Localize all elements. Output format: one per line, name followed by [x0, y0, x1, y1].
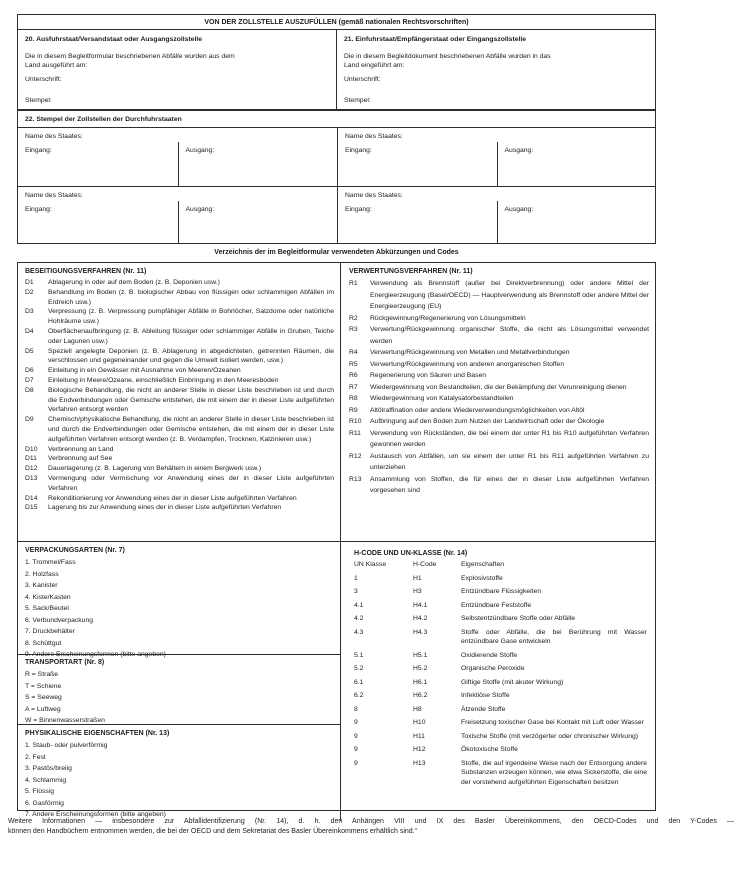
codes-left-column: [18, 263, 341, 821]
transit-state-block-top-left: [18, 128, 337, 186]
property-value: Giftige Stoffe (mit akuter Wirkung): [461, 678, 564, 686]
list-item: 3. Pastös/breiig: [25, 765, 72, 772]
code-label: D10: [25, 445, 38, 453]
code-description: Austausch von Abfällen, um sie einem der unter R1 bis R11 aufgeführten Verfahren zu unterziehen: [370, 452, 649, 471]
list-item: 5. Sack/Beutel: [25, 605, 69, 612]
list-item: [25, 445, 334, 455]
table-row: [354, 718, 650, 728]
code-description: Einleitung in ein Gewässer mit Ausnahme von Meeren/Ozeanen: [48, 367, 241, 375]
list-item: T = Schiene: [25, 682, 62, 690]
list-item: [25, 454, 334, 464]
code-label: R11: [349, 429, 361, 437]
entry-exit-row: [338, 142, 655, 186]
code-description: Wiedergewinnung von Bestandteilen, die der Bekämpfung der Verunreinigung dienen: [370, 383, 627, 391]
code-label: D15: [25, 504, 38, 512]
property-value: Infektiöse Stoffe: [461, 692, 510, 699]
h-code-value: H5.2: [413, 665, 428, 672]
list-item: [349, 313, 649, 325]
exit-label: Ausgang:: [178, 142, 338, 186]
box20-title: 20. Ausfuhrstaat/Versandstaat oder Ausgangszollstelle: [25, 36, 203, 43]
box21-body-line1: Die in diesem Begleitdokument beschriebenen Abfälle wurden in das: [344, 53, 551, 60]
list-item: 1. Trommel/Fass: [25, 559, 76, 566]
disposal-title: BESEITIGUNGSVERFAHREN (Nr. 11): [25, 268, 147, 275]
un-class-value: 9: [354, 732, 358, 740]
recovery-list: [349, 278, 649, 497]
table-row: [354, 574, 650, 584]
box20-body-line2: Land ausgeführt am:: [25, 62, 88, 69]
list-item: [25, 307, 334, 327]
entry-label: Eingang:: [345, 147, 372, 154]
code-description: Rückgewinnung/Regenerierung von Lösungsmitteln: [370, 314, 526, 322]
code-label: D8: [25, 386, 34, 394]
property-value: Explosivstoffe: [461, 574, 503, 582]
un-class-value: 1: [354, 574, 358, 582]
box22-transit-stamps: [17, 110, 656, 244]
list-item: 4. Schlammig: [25, 776, 67, 784]
table-row: [354, 614, 650, 624]
box20-body-line1: Die in diesem Begleitformular beschriebenen Abfälle wurden aus dem: [25, 53, 235, 60]
table-row: [354, 628, 650, 647]
box21-stamp-label: Stempel:: [344, 97, 371, 104]
code-label: R9: [349, 406, 358, 414]
un-class-value: 6.2: [354, 692, 364, 699]
list-item: [25, 347, 334, 367]
code-label: D13: [25, 474, 38, 482]
list-item: 2. Holzfass: [25, 570, 59, 578]
box22-title: 22. Stempel der Zollstellen der Durchfuhrstaaten: [18, 111, 655, 128]
h-code-value: H4.1: [413, 601, 428, 609]
list-item: [349, 474, 649, 497]
code-label: R7: [349, 383, 358, 391]
h-code-value: H1: [413, 574, 422, 582]
exit-label: Ausgang:: [178, 201, 338, 244]
code-description: Chemisch/physikalische Behandlung, die nicht an anderer Stelle in dieser Liste beschrieben ist und durch die Endverbindungen oder Gemische entstehen, die mit einem der in dieser Liste aufgeführten Verfahren entsorgt werden (z. B. Verdampfen, Trocknen, Kalzinieren usw.): [48, 416, 334, 443]
entry-exit-row: [338, 201, 655, 244]
footnote-line2: können den Handbüchern entnommen werden, die bei der OECD und dem Sekretariat des Basler Übereinkommens erhältlich sind.“: [8, 827, 417, 835]
packaging-list: [25, 557, 334, 661]
physical-properties-title: PHYSIKALISCHE EIGENSCHAFTEN (Nr. 13): [25, 730, 170, 737]
code-description: Verbrennung auf See: [48, 455, 113, 463]
state-name-label: Name des Staates:: [345, 191, 403, 199]
list-item: 7. Druckbehälter: [25, 628, 75, 635]
list-item: [349, 428, 649, 451]
list-item: [25, 366, 334, 376]
un-class-value: 8: [354, 705, 358, 713]
table-row: [354, 732, 650, 742]
list-item: [349, 370, 649, 382]
code-label: D3: [25, 308, 34, 316]
code-label: D12: [25, 465, 38, 473]
code-description: Einleitung in Meere/Ozeane, einschließlich Einbringung in den Meeresboden: [48, 376, 279, 384]
un-class-value: 4.2: [354, 615, 364, 622]
hcode-title: H-CODE UND UN-KLASSE (Nr. 14): [354, 550, 468, 557]
list-item: 5. Flüssig: [25, 788, 55, 795]
un-class-value: 4.1: [354, 601, 364, 609]
packaging-title: VERPACKUNGSARTEN (Nr. 7): [25, 547, 125, 554]
column-eigenschaften: Eigenschaften: [461, 561, 505, 568]
code-label: D2: [25, 288, 34, 296]
box21-title: 21. Einfuhrstaat/Empfängerstaat oder Eingangszollstelle: [344, 36, 527, 43]
h-code-value: H5.1: [413, 651, 428, 659]
codes-box: [17, 262, 656, 818]
list-item: [349, 347, 649, 359]
un-class-value: 4.3: [354, 628, 364, 636]
section-header: VON DER ZOLLSTELLE AUSZUFÜLLEN (gemäß nationalen Rechtsvorschriften): [18, 15, 655, 30]
code-description: Regenerierung von Säuren und Basen: [370, 372, 487, 379]
un-class-value: 6.1: [354, 678, 364, 686]
transit-state-block-bottom-right: [337, 186, 655, 244]
list-item: [349, 359, 649, 371]
code-label: D5: [25, 347, 34, 355]
code-label: D14: [25, 494, 38, 502]
abbreviations-heading: Verzeichnis der im Begleitformular verwendeten Abkürzungen und Codes: [214, 249, 459, 256]
code-label: R6: [349, 372, 358, 379]
code-description: Verbrennung an Land: [48, 445, 114, 453]
code-description: Verpressung (z. B. Verpressung pumpfähiger Abfälle in Bohrlöcher, Salzdome oder natürliche Hohlräume usw.): [48, 308, 334, 326]
disposal-section: [18, 263, 340, 541]
code-description: Aufbringung auf den Boden zum Nutzen der Landwirtschaft oder der Ökologie: [370, 418, 605, 425]
table-row: [354, 691, 650, 701]
codes-right-column: [341, 263, 655, 821]
transit-state-grid: [18, 128, 655, 243]
code-label: R12: [349, 452, 362, 460]
code-label: D7: [25, 376, 34, 384]
table-row: [354, 745, 650, 755]
list-item: 4. Kiste/Kasten: [25, 593, 71, 601]
state-name-label: Name des Staates:: [25, 191, 83, 199]
code-description: Behandlung im Boden (z. B. biologischer Abbau von flüssigen oder schlammigen Abfällen im Erdreich usw.): [48, 288, 334, 306]
h-code-value: H6.1: [413, 678, 428, 686]
h-code-value: H3: [413, 588, 422, 595]
list-item: [349, 278, 649, 313]
list-item: 8. Schüttgut: [25, 639, 62, 647]
list-item: A = Luftweg: [25, 705, 61, 713]
list-item: 2. Fest: [25, 753, 46, 761]
list-item: [25, 327, 334, 347]
code-label: R5: [349, 360, 358, 368]
list-item: 6. Gasförmig: [25, 799, 64, 807]
packaging-section: [18, 541, 340, 658]
table-row: [354, 664, 650, 674]
list-item: [25, 278, 334, 288]
box20-signature-label: Unterschrift:: [25, 76, 62, 83]
list-item: [349, 393, 649, 405]
entry-exit-row: [18, 142, 337, 186]
property-value: Ätzende Stoffe: [461, 705, 506, 713]
code-description: Dauerlagerung (z. B. Lagerung von Behältern in einem Bergwerk usw.): [48, 465, 262, 473]
entry-label: Eingang:: [25, 147, 52, 154]
table-row: [354, 587, 650, 597]
code-label: R10: [349, 418, 362, 425]
list-item: [25, 494, 334, 504]
code-description: Vermengung oder Vermischung vor Anwendung eines der in dieser Liste aufgeführten Verfahren: [48, 474, 334, 492]
list-item: [25, 464, 334, 474]
code-description: Verwertung/Rückgewinnung von Metallen und Metallverbindungen: [370, 349, 570, 356]
box21-body-line2: Land eingeführt am:: [344, 62, 405, 69]
list-item: [25, 376, 334, 386]
entry-label: Eingang:: [25, 205, 52, 213]
code-description: Ansammlung von Stoffen, die für eines der in dieser Liste aufgeführten Verfahren vorgesehen sind: [370, 475, 649, 494]
physical-properties-section: [18, 724, 340, 821]
code-label: R4: [349, 349, 358, 356]
code-label: R1: [349, 280, 358, 287]
hcode-table-header: [354, 560, 650, 570]
property-value: Stoffe, die auf irgendeine Weise nach der Entsorgung andere Substanzen erzeugen können, wie etwa Sickerstoffe, die eine der vorstehend aufgeführten Eigenschaften besitzen: [461, 759, 647, 786]
code-description: Rekonditionierung vor Anwendung eines der in dieser Liste aufgeführten Verfahren: [48, 494, 297, 502]
property-value: Selbstentzündbare Stoffe oder Abfälle: [461, 615, 575, 622]
box20-export-state: [18, 30, 337, 109]
property-value: Entzündbare Feststoffe: [461, 601, 532, 609]
box20-stamp-label: Stempel:: [25, 97, 52, 104]
list-item: 7. Andere Erscheinungsformen (bitte angeben): [25, 811, 166, 818]
recovery-title: VERWERTUNGSVERFAHREN (Nr. 11): [349, 268, 473, 275]
h-code-value: H4.2: [413, 615, 428, 622]
h-code-value: H11: [413, 732, 425, 740]
list-item: 3. Kanister: [25, 582, 58, 589]
column-un-klasse: UN Klasse: [354, 561, 387, 568]
table-row: [354, 651, 650, 661]
transport-section: [18, 654, 340, 724]
code-label: D9: [25, 416, 34, 424]
list-item: [349, 451, 649, 474]
code-label: R13: [349, 475, 362, 483]
list-item: [25, 474, 334, 494]
list-item: [349, 416, 649, 428]
entry-label: Eingang:: [345, 205, 372, 213]
un-class-value: 9: [354, 719, 358, 726]
code-label: D1: [25, 279, 34, 286]
code-label: R2: [349, 314, 358, 322]
un-class-value: 5.2: [354, 665, 364, 672]
code-label: D6: [25, 367, 34, 375]
h-code-value: H8: [413, 705, 422, 713]
property-value: Stoffe oder Abfälle, die bei Berührung mit Wasser entzündbare Gase entwickeln: [461, 628, 647, 645]
code-description: Speziell angelegte Deponien (z. B. Ablagerung in abgedichteten, getrennten Räumen, die verschlossen und gegeneinander und gegen die Umwelt isoliert werden, usw.): [48, 347, 334, 365]
code-label: D4: [25, 327, 34, 335]
property-value: Freisetzung toxischer Gase bei Kontakt mit Luft oder Wasser: [461, 719, 644, 726]
table-row: [354, 705, 650, 715]
code-description: Oberflächenaufbringung (z. B. Ableitung flüssiger oder schlammiger Abfälle in Gruben, Teiche oder Lagunen usw.): [48, 327, 334, 345]
code-description: Wiedergewinnung von Katalysatorbestandteilen: [370, 395, 514, 402]
property-value: Entzündbare Flüssigkeiten: [461, 588, 542, 595]
code-description: Verwendung als Brennstoff (außer bei Direktverbrennung) oder andere Mittel der Energieerzeugung (Basel/OECD) — Hauptverwendung als Brennstoff oder andere Mittel der Energieerzeugung (EU): [370, 280, 649, 310]
code-description: Verwertung/Rückgewinnung von anderen anorganischen Stoffen: [370, 360, 565, 368]
h-code-value: H6.2: [413, 692, 428, 699]
box21-import-state: [337, 30, 655, 109]
property-value: Oxidierende Stoffe: [461, 651, 518, 659]
hcode-section: [341, 541, 655, 821]
list-item: S = Seeweg: [25, 694, 62, 701]
code-label: D11: [25, 455, 37, 463]
table-row: [354, 759, 650, 788]
exit-label: Ausgang:: [497, 201, 656, 244]
hcode-rows: [354, 574, 650, 788]
list-item: 6. Verbundverpackung: [25, 616, 94, 624]
list-item: [349, 324, 649, 347]
code-description: Verwertung/Rückgewinnung organischer Stoffe, die nicht als Lösungsmittel verwendet werden: [370, 326, 649, 345]
state-name-label: Name des Staates:: [345, 133, 403, 140]
list-item: W = Binnenwasserstraßen: [25, 717, 105, 724]
code-description: Altölraffination oder andere Wiederverwendungsmöglichkeiten von Altöl: [370, 406, 585, 414]
footnote-line1: Weitere Informationen — insbesondere zur Abfallidentifizierung (Nr. 14), d. h. den Anhängen VIII und IX des Basler Übereinkommens, den OECD-Codes und den Y-Codes —: [8, 818, 734, 825]
h-code-value: H12: [413, 746, 426, 753]
customs-boxes-row: [18, 30, 655, 109]
disposal-list: [25, 278, 334, 513]
un-class-value: 3: [354, 588, 358, 595]
un-class-value: 9: [354, 759, 358, 767]
code-description: Ablagerung in oder auf dem Boden (z. B. Deponien usw.): [48, 279, 220, 286]
code-label: R8: [349, 395, 358, 402]
code-description: Verwendung von Rückständen, die bei einem der unter R1 bis R10 aufgeführten Verfahren gewonnen werden: [370, 429, 649, 448]
h-code-value: H4.3: [413, 628, 428, 636]
h-code-value: H13: [413, 759, 426, 767]
code-description: Lagerung bis zur Anwendung eines der in dieser Liste aufgeführten Verfahren: [48, 504, 282, 512]
property-value: Toxische Stoffe (mit verzögerter oder chronischer Wirkung): [461, 732, 639, 740]
state-name-label: Name des Staates:: [25, 133, 83, 140]
list-item: R = Straße: [25, 671, 59, 678]
list-item: [349, 382, 649, 394]
exit-label: Ausgang:: [497, 142, 656, 186]
list-item: 1. Staub- oder pulverförmig: [25, 742, 108, 749]
code-label: R3: [349, 326, 358, 333]
transport-list: [25, 669, 334, 727]
table-row: [354, 678, 650, 688]
list-item: [25, 503, 334, 513]
list-item: [349, 405, 649, 417]
un-class-value: 9: [354, 746, 358, 753]
hcode-table: [354, 560, 650, 787]
transport-title: TRANSPORTART (Nr. 8): [25, 659, 105, 666]
customs-office-section: [17, 14, 656, 110]
list-item: 9. Andere Erscheinungsformen (bitte angeben): [25, 651, 166, 658]
box21-signature-label: Unterschrift:: [344, 76, 381, 83]
table-row: [354, 601, 650, 611]
recovery-section: [341, 263, 655, 541]
un-class-value: 5.1: [354, 651, 364, 659]
column-h-code: H-Code: [413, 561, 437, 568]
h-code-value: H10: [413, 719, 426, 726]
property-value: Organische Peroxide: [461, 665, 525, 672]
list-item: [25, 386, 334, 415]
list-item: [25, 415, 334, 444]
code-description: Biologische Behandlung, die nicht an anderer Stelle in dieser Liste beschrieben ist und durch die Endverbindungen oder Gemische entstehen, die mit einem der in dieser Liste aufgeführten Verfahren entsorgt werden: [48, 386, 334, 414]
footnote: [8, 817, 734, 836]
entry-exit-row: [18, 201, 337, 244]
transit-state-block-top-right: [337, 128, 655, 186]
property-value: Ökotoxische Stoffe: [461, 746, 518, 753]
list-item: [25, 288, 334, 308]
physical-properties-list: [25, 740, 334, 821]
transit-state-block-bottom-left: [18, 186, 337, 244]
